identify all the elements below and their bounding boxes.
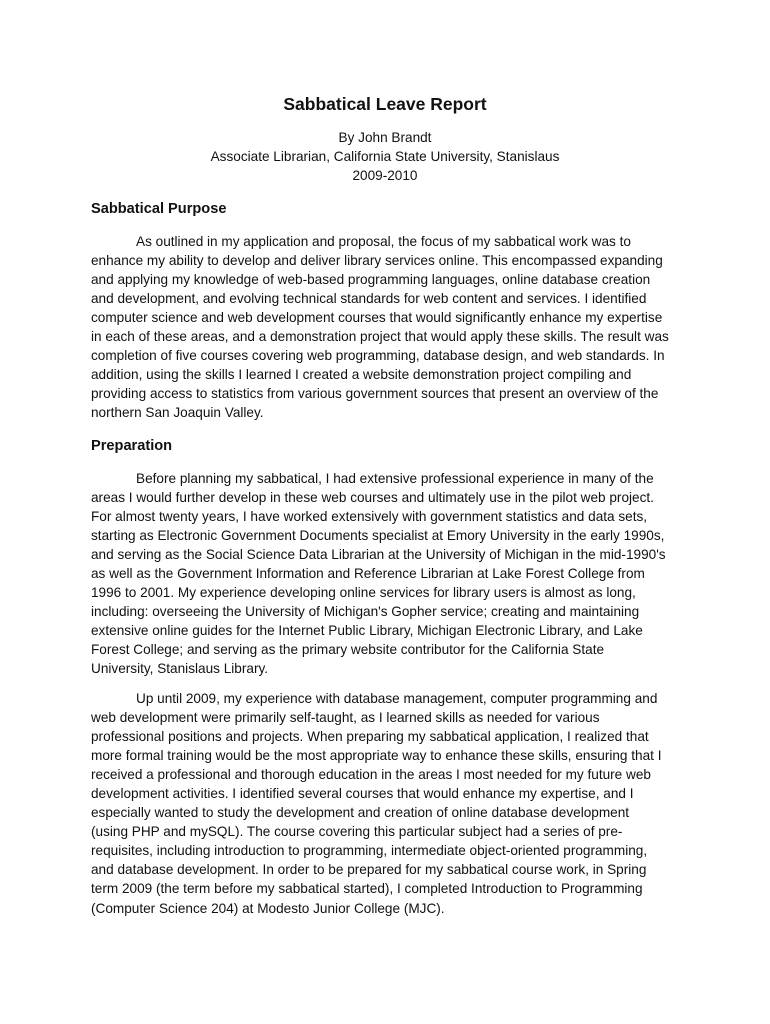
paragraph-line: areas I would further develop in these web courses and ultimately use in the pilot web project. bbox=[91, 490, 654, 506]
author-position: Associate Librarian, California State University, Stanislaus bbox=[210, 149, 560, 164]
paragraph-line: Before planning my sabbatical, I had extensive professional experience in many of the bbox=[136, 471, 654, 486]
paragraph-line: term 2009 (the term before my sabbatical started), I completed Introduction to Programming bbox=[91, 881, 643, 897]
paragraph-line: web development were primarily self-taught, as I learned skills as needed for various bbox=[91, 710, 600, 726]
paragraph-line: For almost twenty years, I have worked extensively with government statistics and data sets, bbox=[91, 509, 648, 525]
paragraph-line: (Computer Science 204) at Modesto Junior College (MJC). bbox=[91, 900, 445, 916]
paragraph-line: providing access to statistics from various government sources that present an overview of the bbox=[91, 386, 659, 402]
paragraph-line: more formal training would be the most appropriate way to enhance these skills, ensuring that I bbox=[91, 748, 662, 764]
paragraph-purpose bbox=[91, 232, 691, 422]
paragraph-line: especially wanted to study the development and creation of online database development bbox=[91, 805, 630, 821]
paragraph-line: and applying my knowledge of web-based programming languages, online database creation bbox=[91, 272, 651, 288]
paragraph-line: Up until 2009, my experience with database management, computer programming and bbox=[136, 691, 658, 706]
paragraph-line: addition, using the skills I learned I created a website demonstration project compiling and bbox=[91, 367, 632, 383]
paragraph-line: northern San Joaquin Valley. bbox=[91, 405, 264, 421]
paragraph-line: including: overseeing the University of Michigan's Gopher service; creating and maintaining bbox=[91, 604, 640, 620]
paragraph-line: As outlined in my application and proposal, the focus of my sabbatical work was to bbox=[136, 234, 631, 249]
paragraph-line: received a professional and thorough education in the areas I most needed for my future web bbox=[91, 767, 651, 783]
author-name: By John Brandt bbox=[338, 130, 432, 145]
paragraph-line: professional positions and projects. When preparing my sabbatical application, I realized that bbox=[91, 729, 649, 745]
paragraph-preparation-1 bbox=[91, 469, 691, 679]
paragraph-line: starting as Electronic Government Documents specialist at Emory University in the early 1990s, bbox=[91, 528, 665, 544]
paragraph-preparation-2 bbox=[91, 689, 691, 918]
paragraph-line: University, Stanislaus Library. bbox=[91, 661, 269, 677]
byline bbox=[0, 128, 770, 185]
paragraph-line: enhance my ability to develop and deliver library services online. This encompassed expanding bbox=[91, 253, 663, 269]
paragraph-line: and database development. In order to be prepared for my sabbatical course work, in Spring bbox=[91, 862, 647, 878]
paragraph-line: in each of these areas, and a demonstration project that would apply these skills. The result was bbox=[91, 329, 669, 345]
report-years: 2009-2010 bbox=[352, 168, 418, 183]
paragraph-line: extensive online guides for the Internet Public Library, Michigan Electronic Library, and Lake bbox=[91, 623, 643, 639]
section-heading-preparation: Preparation bbox=[91, 438, 173, 454]
paragraph-line: as well as the Government Information and Reference Librarian at Lake Forest College from bbox=[91, 566, 645, 582]
paragraph-line: computer science and web development courses that would significantly enhance my expertise bbox=[91, 310, 663, 326]
paragraph-line: completion of five courses covering web programming, database design, and web standards. In bbox=[91, 348, 665, 364]
paragraph-line: 1996 to 2001. My experience developing online services for library users is almost as long, bbox=[91, 585, 636, 601]
section-heading-purpose: Sabbatical Purpose bbox=[91, 201, 227, 217]
paragraph-line: and development, and evolving technical standards for web content and services. I identified bbox=[91, 291, 647, 307]
document-title: Sabbatical Leave Report bbox=[283, 94, 487, 114]
paragraph-line: (using PHP and mySQL). The course covering this particular subject had a series of pre- bbox=[91, 824, 623, 840]
paragraph-line: requisites, including introduction to programming, intermediate object-oriented programming, bbox=[91, 843, 648, 859]
paragraph-line: Forest College; and serving as the primary website contributor for the California State bbox=[91, 642, 605, 658]
paragraph-line: development activities. I identified several courses that would enhance my expertise, and I bbox=[91, 786, 634, 802]
paragraph-line: and serving as the Social Science Data Librarian at the University of Michigan in the mid-1990's bbox=[91, 547, 666, 563]
